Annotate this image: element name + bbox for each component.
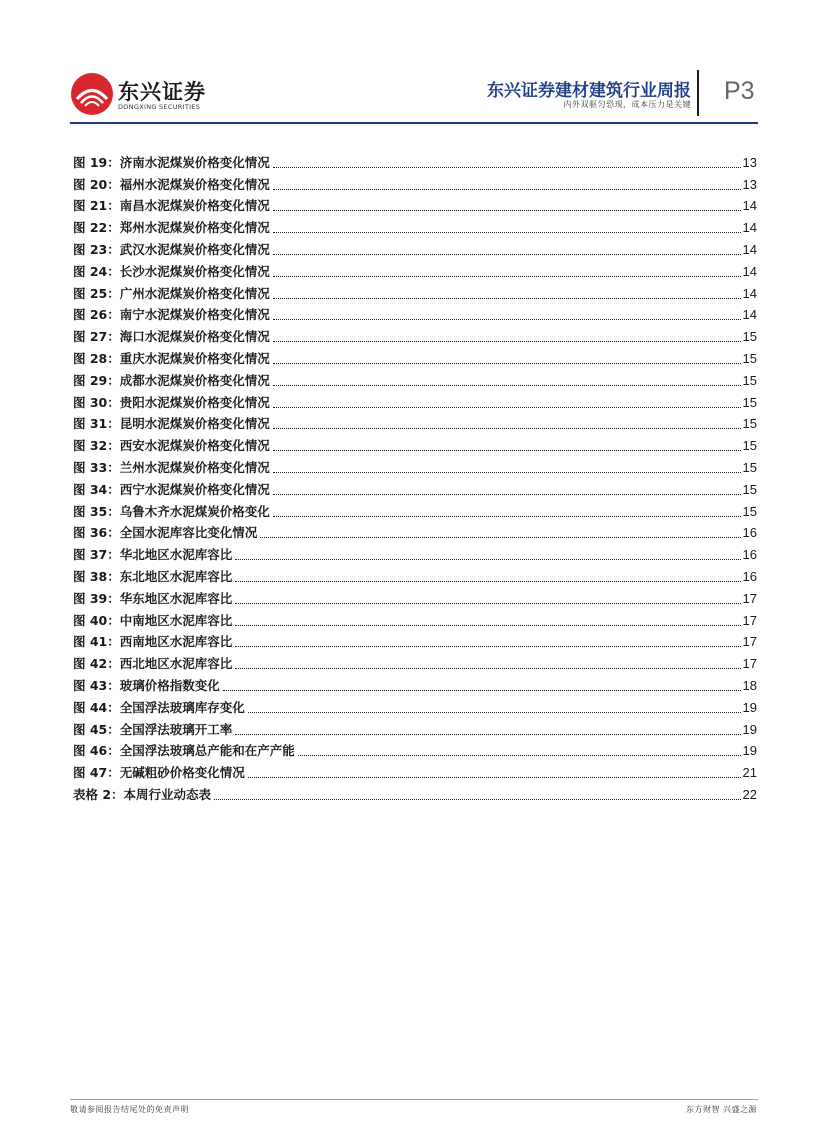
toc-dot-leader (273, 515, 741, 517)
toc-entry[interactable] (73, 324, 757, 346)
toc-entry-page[interactable]: 13 (742, 154, 757, 170)
toc-entry[interactable] (73, 237, 757, 259)
toc-entry[interactable] (73, 564, 757, 586)
toc-entry[interactable] (73, 695, 757, 717)
header-rule (70, 122, 758, 124)
toc-dot-leader (248, 776, 741, 778)
toc-dot-leader (214, 798, 740, 800)
toc-entry-page[interactable]: 19 (742, 743, 757, 759)
toc-entry-page[interactable]: 14 (742, 263, 757, 279)
page-number: P3 (724, 77, 755, 105)
toc-entry-label[interactable]: 图 44：全国浮法玻璃库存变化 (73, 699, 245, 715)
toc-entry-page[interactable]: 21 (742, 765, 757, 781)
toc-entry[interactable] (73, 477, 757, 499)
toc-entry-label[interactable]: 图 39：华东地区水泥库容比 (73, 590, 233, 606)
toc-entry[interactable] (73, 194, 757, 216)
toc-entry-page[interactable]: 15 (742, 329, 757, 345)
toc-entry-label[interactable]: 图 32：西安水泥煤炭价格变化情况 (73, 438, 270, 454)
toc-entry-label[interactable]: 图 37：华北地区水泥库容比 (73, 547, 233, 563)
toc-entry-page[interactable]: 15 (742, 459, 757, 475)
toc-entry-page[interactable]: 16 (742, 547, 757, 563)
toc-entry[interactable] (73, 433, 757, 455)
toc-entry-label[interactable]: 图 46：全国浮法玻璃总产能和在产产能 (73, 743, 295, 759)
toc-entry-label[interactable]: 图 40：中南地区水泥库容比 (73, 612, 233, 628)
toc-entry[interactable] (73, 259, 757, 281)
company-logo (70, 72, 210, 116)
toc-entry-label[interactable]: 图 45：全国浮法玻璃开工率 (73, 721, 233, 737)
toc-dot-leader (260, 536, 740, 538)
toc-dot-leader (273, 471, 741, 473)
toc-entry[interactable] (73, 651, 757, 673)
footer-rule (70, 1099, 758, 1100)
toc-dot-leader (235, 645, 740, 647)
toc-dot-leader (273, 384, 741, 386)
toc-entry-page[interactable]: 15 (742, 394, 757, 410)
toc-entry[interactable] (73, 281, 757, 303)
toc-entry-page[interactable]: 19 (742, 721, 757, 737)
toc-entry[interactable] (73, 542, 757, 564)
toc-entry-label[interactable]: 图 36：全国水泥库容比变化情况 (73, 525, 258, 541)
toc-dot-leader (273, 406, 741, 408)
toc-entry-page[interactable]: 17 (742, 590, 757, 606)
toc-dot-leader (298, 754, 741, 756)
toc-entry[interactable] (73, 673, 757, 695)
toc-entry[interactable] (73, 390, 757, 412)
toc-dot-leader (273, 166, 741, 168)
toc-dot-leader (273, 449, 741, 451)
toc-entry[interactable] (73, 172, 757, 194)
toc-entry[interactable] (73, 150, 757, 172)
toc-entry-page[interactable]: 17 (742, 656, 757, 672)
toc-dot-leader (235, 580, 740, 582)
toc-dot-leader (235, 602, 740, 604)
toc-entry-label[interactable]: 图 47：无碱粗砂价格变化情况 (73, 765, 245, 781)
header-divider (697, 70, 699, 116)
toc-entry-label[interactable]: 图 31：昆明水泥煤炭价格变化情况 (73, 416, 270, 432)
toc-entry-label[interactable]: 图 27：海口水泥煤炭价格变化情况 (73, 329, 270, 345)
report-title: 东兴证券建材建筑行业周报 (487, 81, 691, 101)
toc-entry-label[interactable]: 图 23：武汉水泥煤炭价格变化情况 (73, 241, 270, 257)
toc-dot-leader (273, 362, 741, 364)
toc-entry-label[interactable]: 图 35：乌鲁木齐水泥煤炭价格变化 (73, 503, 270, 519)
toc-entry-page[interactable]: 16 (742, 525, 757, 541)
toc-entry-label[interactable]: 图 41：西南地区水泥库容比 (73, 634, 233, 650)
toc-dot-leader (248, 711, 741, 713)
toc-entry-page[interactable]: 14 (742, 285, 757, 301)
toc-entry-page[interactable]: 15 (742, 350, 757, 366)
toc-entry-page[interactable]: 14 (742, 241, 757, 257)
toc-entry[interactable] (73, 412, 757, 434)
toc-entry[interactable] (73, 303, 757, 325)
toc-dot-leader (273, 231, 741, 233)
toc-entry-page[interactable]: 17 (742, 634, 757, 650)
toc-entry-page[interactable]: 18 (742, 677, 757, 693)
footer-slogan: 东方财智 兴盛之源 (685, 1105, 757, 1114)
toc-entry-page[interactable]: 14 (742, 198, 757, 214)
toc-dot-leader (273, 253, 741, 255)
report-subtitle: 内外双驱匀恐现，成本压力是关键 (563, 100, 691, 109)
toc-dot-leader (273, 340, 741, 342)
toc-entry[interactable] (73, 630, 757, 652)
toc-entry-label[interactable]: 图 30：贵阳水泥煤炭价格变化情况 (73, 394, 270, 410)
toc-entry-label[interactable]: 图 22：郑州水泥煤炭价格变化情况 (73, 220, 270, 236)
toc-entry-label[interactable]: 图 20：福州水泥煤炭价格变化情况 (73, 176, 270, 192)
toc-entry[interactable] (73, 455, 757, 477)
toc-entry-label[interactable]: 图 34：西宁水泥煤炭价格变化情况 (73, 481, 270, 497)
toc-dot-leader (235, 624, 740, 626)
toc-entry-label[interactable]: 图 38：东北地区水泥库容比 (73, 568, 233, 584)
toc-entry[interactable] (73, 760, 757, 782)
toc-entry-page[interactable]: 15 (742, 503, 757, 519)
toc-dot-leader (273, 188, 741, 190)
disclaimer-note: 敬请参阅报告结尾处的免责声明 (70, 1105, 189, 1114)
toc-dot-leader (235, 733, 740, 735)
toc-entry-label[interactable]: 图 29：成都水泥煤炭价格变化情况 (73, 372, 270, 388)
toc-entry-label[interactable]: 图 24：长沙水泥煤炭价格变化情况 (73, 263, 270, 279)
toc-entry[interactable] (73, 782, 757, 804)
toc-entry-label[interactable]: 图 42：西北地区水泥库容比 (73, 656, 233, 672)
toc-entry-page[interactable]: 14 (742, 220, 757, 236)
dongxing-logo-icon (70, 72, 114, 116)
toc-entry[interactable] (73, 608, 757, 630)
toc-dot-leader (273, 209, 741, 211)
toc-dot-leader (235, 558, 740, 560)
toc-dot-leader (273, 493, 741, 495)
logo-name-en: DONGXING SECURITIES (118, 103, 201, 111)
toc-entry[interactable] (73, 586, 757, 608)
toc-entry-page[interactable]: 15 (742, 372, 757, 388)
toc-dot-leader (273, 427, 741, 429)
toc-entry-page[interactable]: 17 (742, 612, 757, 628)
toc-entry[interactable] (73, 499, 757, 521)
toc-entry[interactable] (73, 346, 757, 368)
logo-name-cn: 东兴证券 (118, 80, 206, 104)
toc-dot-leader (273, 275, 741, 277)
table-of-figures (73, 150, 757, 804)
page-header (0, 0, 827, 130)
toc-dot-leader (273, 297, 741, 299)
toc-entry-page[interactable]: 13 (742, 176, 757, 192)
toc-entry-label[interactable]: 表格 2：本周行业动态表 (73, 786, 212, 802)
toc-entry-page[interactable]: 14 (742, 307, 757, 323)
toc-entry-page[interactable]: 19 (742, 699, 757, 715)
toc-entry-label[interactable]: 图 21：南昌水泥煤炭价格变化情况 (73, 198, 270, 214)
toc-dot-leader (273, 318, 741, 320)
toc-entry[interactable] (73, 521, 757, 543)
toc-entry-page[interactable]: 15 (742, 438, 757, 454)
toc-entry-page[interactable]: 16 (742, 568, 757, 584)
toc-entry-label[interactable]: 图 28：重庆水泥煤炭价格变化情况 (73, 350, 270, 366)
toc-entry-page[interactable]: 15 (742, 481, 757, 497)
toc-entry[interactable] (73, 368, 757, 390)
toc-entry-label[interactable]: 图 43：玻璃价格指数变化 (73, 677, 220, 693)
toc-entry-page[interactable]: 22 (742, 786, 757, 802)
toc-entry-page[interactable]: 15 (742, 416, 757, 432)
toc-entry[interactable] (73, 739, 757, 761)
toc-dot-leader (223, 689, 741, 691)
toc-dot-leader (235, 667, 740, 669)
toc-entry[interactable] (73, 215, 757, 237)
toc-entry-label[interactable]: 图 26：南宁水泥煤炭价格变化情况 (73, 307, 270, 323)
toc-entry[interactable] (73, 717, 757, 739)
toc-entry-label[interactable]: 图 33：兰州水泥煤炭价格变化情况 (73, 459, 270, 475)
toc-entry-label[interactable]: 图 25：广州水泥煤炭价格变化情况 (73, 285, 270, 301)
toc-entry-label[interactable]: 图 19：济南水泥煤炭价格变化情况 (73, 154, 270, 170)
